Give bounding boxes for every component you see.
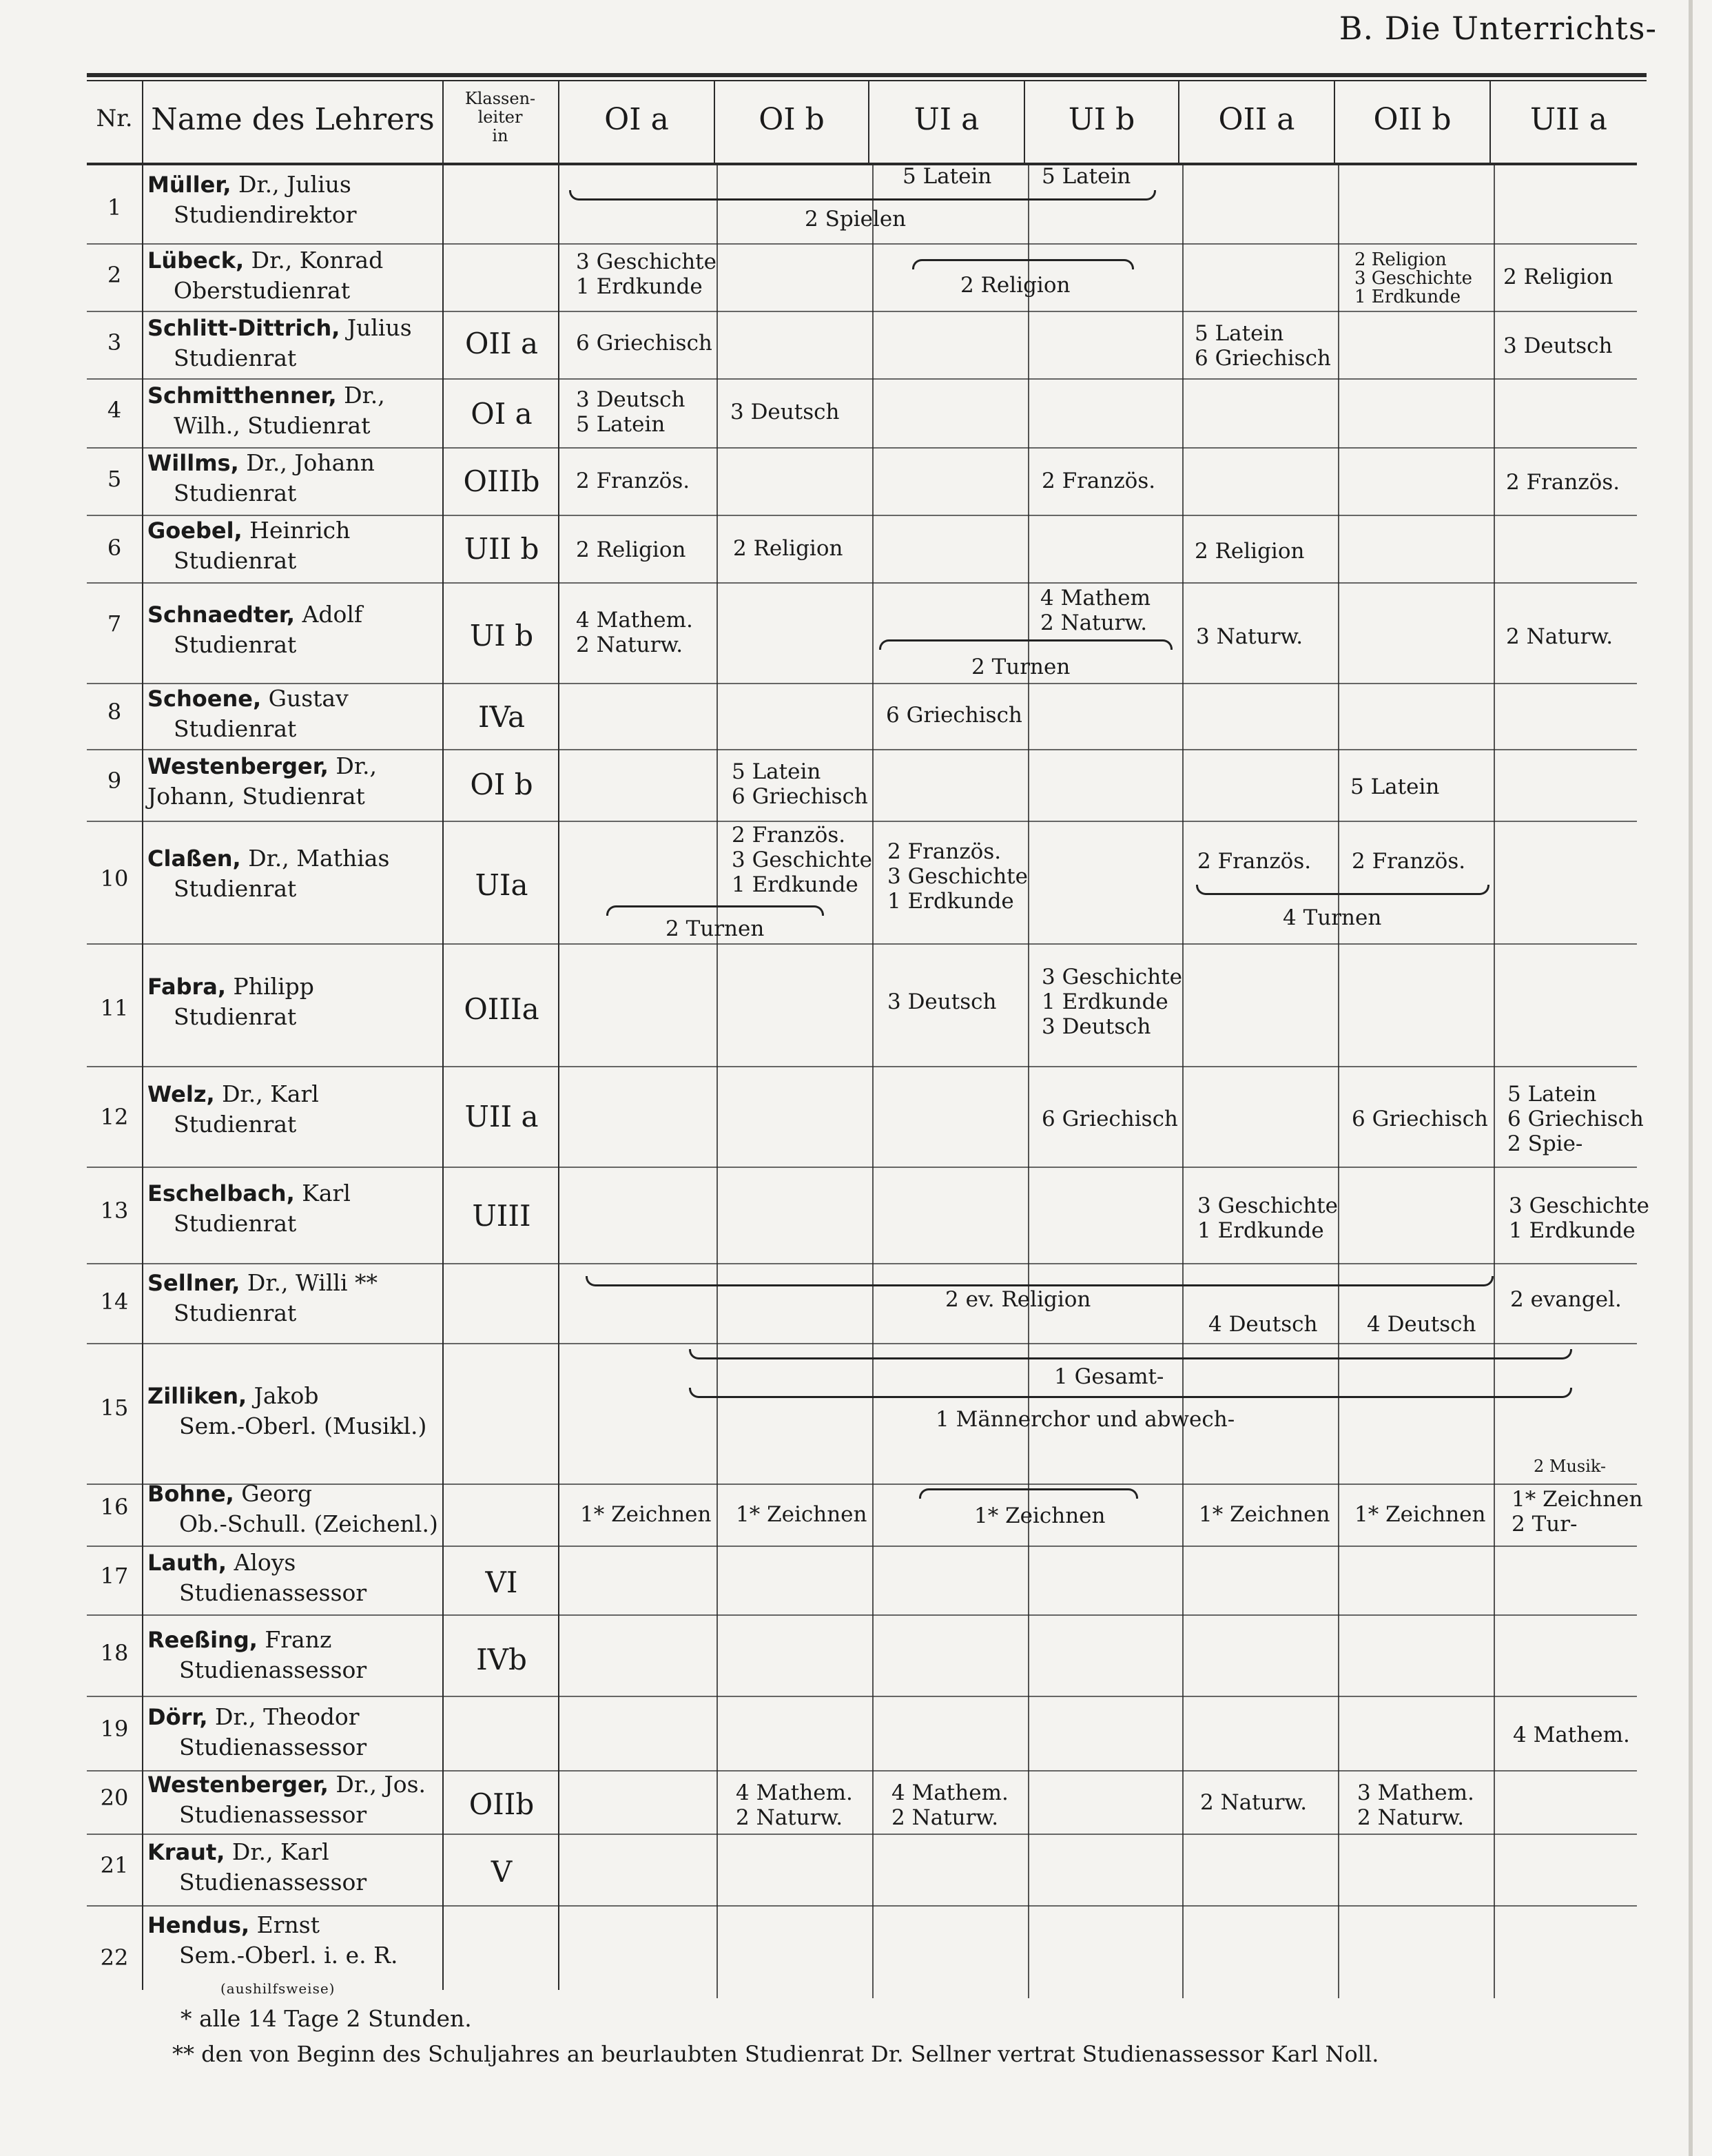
teacher-rank: Studienrat (174, 875, 297, 902)
cell-r16-span: 1* Zeichnen (974, 1503, 1106, 1528)
cell-r20-oiia: 2 Naturw. (1200, 1790, 1308, 1815)
cell-r11-uib: 3 Geschichte 1 Erdkunde 3 Deutsch (1042, 965, 1182, 1039)
span-brace (912, 259, 1134, 269)
row-number: 21 (100, 1852, 129, 1878)
cell-r20-uia: 4 Mathem. 2 Naturw. (891, 1780, 1009, 1830)
teacher-name (147, 1910, 398, 2004)
col-line (872, 165, 874, 1998)
cell-r10-span2: 4 Turnen (1283, 905, 1382, 930)
kl-line: leiter (477, 107, 523, 127)
cell-r12-oiib: 6 Griechisch (1352, 1107, 1488, 1131)
span-brace (879, 639, 1173, 650)
cell-r16-uiia: 1* Zeichnen 2 Tur- (1512, 1487, 1643, 1537)
teacher-name (147, 1837, 367, 1898)
cell-r6-oiia: 2 Religion (1195, 539, 1305, 564)
cell-r13-oiia: 3 Geschichte 1 Erdkunde (1197, 1193, 1338, 1243)
cell-r15-uiia: 2 Musik- (1534, 1457, 1607, 1476)
kl-line: Klassen- (464, 89, 536, 108)
teacher-title: Philipp (226, 973, 314, 1000)
teacher-rank: Studienrat (174, 480, 297, 506)
klassenleiter: UII b (464, 532, 539, 566)
header-class: OII a (1218, 102, 1295, 137)
span-brace (586, 1276, 1494, 1286)
header-nr: Nr. (96, 105, 133, 132)
cell-r7-span: 2 Turnen (971, 655, 1071, 679)
teacher-name (147, 1268, 378, 1328)
cell-r7-oiia: 3 Naturw. (1196, 624, 1303, 649)
cell-r3-uiia: 3 Deutsch (1503, 333, 1613, 358)
teacher-rank: Studienrat (174, 1300, 297, 1326)
cell-r3-oiia: 5 Latein 6 Griechisch (1195, 321, 1331, 371)
teacher-name (147, 448, 375, 509)
row-line (87, 243, 1637, 245)
header-rule (87, 163, 1637, 165)
row-number: 19 (100, 1716, 129, 1742)
teacher-rank: Oberstudienrat (174, 277, 351, 304)
col-line (716, 165, 718, 1998)
cell-r2-oia: 3 Geschichte 1 Erdkunde (576, 249, 716, 299)
row-line (87, 1696, 1637, 1697)
cell-r4-oia: 3 Deutsch 5 Latein (576, 387, 685, 437)
header-class: OI b (759, 102, 825, 137)
klassenleiter: OIIb (468, 1787, 535, 1821)
row-number: 20 (100, 1785, 129, 1811)
teacher-rank: Studienassessor (179, 1734, 367, 1760)
teacher-rank: Studienrat (174, 631, 297, 658)
teacher-rank: Ob.-Schull. (Zeichenl.) (179, 1510, 438, 1537)
teacher-title: Dr., Julius (231, 171, 351, 198)
teacher-surname: Willms, (147, 450, 239, 476)
cell-r12-uiia: 5 Latein 6 Griechisch 2 Spie- (1507, 1082, 1644, 1156)
klassenleiter: OIIIa (464, 992, 539, 1026)
cell-r5-uib: 2 Französ. (1042, 469, 1156, 493)
cell-r20-oiib: 3 Mathem. 2 Naturw. (1357, 1780, 1474, 1830)
teacher-name (147, 843, 389, 904)
teacher-name (147, 1079, 319, 1140)
teacher-rank: Studienrat (174, 345, 297, 371)
row-line (87, 1066, 1637, 1067)
header-class: OII b (1373, 102, 1452, 137)
col-line (558, 81, 559, 1990)
teacher-name (147, 1769, 426, 1830)
header-name: Name des Lehrers (151, 102, 435, 137)
span-brace (569, 190, 1156, 201)
teacher-name (147, 515, 350, 576)
cell-r4-oib: 3 Deutsch (730, 400, 840, 424)
span-brace (919, 1488, 1138, 1499)
cell-r12-uib: 6 Griechisch (1042, 1107, 1178, 1131)
teacher-surname: Müller, (147, 172, 231, 198)
footnote: * alle 14 Tage 2 Stunden. (181, 2005, 472, 2032)
teacher-surname: Reeßing, (147, 1627, 258, 1653)
klassenleiter: UI b (469, 619, 534, 653)
cell-r15-span2: 1 Männerchor und abwech- (936, 1407, 1235, 1432)
teacher-name (147, 751, 377, 812)
cell-r6-oib: 2 Religion (733, 536, 843, 561)
teacher-name (147, 380, 385, 441)
cell-r14-span: 2 ev. Religion (945, 1287, 1091, 1312)
row-line (87, 1905, 1637, 1907)
teacher-name (147, 170, 356, 230)
teacher-rank: Studienrat (174, 547, 297, 574)
cell-r1-uib: 5 Latein (1042, 164, 1131, 189)
teacher-title: Dr., Karl (225, 1838, 329, 1865)
klassenleiter: OI a (471, 397, 533, 431)
cell-r11-uia: 3 Deutsch (887, 989, 997, 1014)
row-number: 9 (107, 768, 122, 794)
row-number: 13 (100, 1198, 129, 1224)
teacher-title: Heinrich (242, 517, 351, 544)
teacher-name (147, 1625, 367, 1685)
cell-r10-oib: 2 Französ. 3 Geschichte 1 Erdkunde (732, 823, 872, 897)
teacher-rank: Studienrat (174, 1003, 297, 1030)
teacher-surname: Dörr, (147, 1704, 208, 1730)
col-line (442, 81, 444, 1990)
teacher-surname: Eschelbach, (147, 1180, 295, 1207)
teacher-surname: Schlitt-Dittrich, (147, 315, 340, 341)
teacher-title: Dr., Karl (214, 1080, 319, 1107)
row-line (87, 821, 1637, 822)
klassenleiter: UIII (472, 1199, 531, 1233)
teacher-surname: Fabra, (147, 974, 227, 1000)
teacher-surname: Claßen, (147, 845, 241, 872)
row-number: 10 (100, 865, 129, 892)
top-rule (87, 73, 1647, 77)
cell-r2-span: 2 Religion (960, 273, 1071, 298)
row-line (87, 1614, 1637, 1616)
row-number: 5 (107, 466, 122, 492)
row-line (87, 1343, 1637, 1344)
teacher-title: Ernst (249, 1911, 320, 1938)
teacher-title: Jakob (247, 1382, 319, 1409)
cell-r7-uib: 4 Mathem 2 Naturw. (1040, 586, 1151, 635)
cell-r15-span1: 1 Gesamt- (1054, 1364, 1164, 1389)
row-number: 7 (107, 610, 122, 637)
header-class: OI a (604, 102, 669, 137)
col-line (1028, 165, 1029, 1998)
cell-r7-uiia: 2 Naturw. (1506, 624, 1613, 649)
header-class: UI a (914, 102, 980, 137)
row-number: 18 (100, 1640, 129, 1666)
teacher-title: Georg (234, 1480, 312, 1507)
klassenleiter: UIa (475, 868, 528, 902)
row-number: 12 (100, 1104, 129, 1130)
cell-r14-oiib: 4 Deutsch (1367, 1312, 1476, 1337)
teacher-surname: Schmitthenner, (147, 382, 337, 409)
teacher-title: Dr., (328, 752, 377, 779)
teacher-surname: Westenberger, (147, 753, 329, 779)
cell-r9-oiib: 5 Latein (1350, 774, 1440, 799)
teacher-rank: Wilh., Studienrat (174, 412, 371, 439)
cell-r20-oib: 4 Mathem. 2 Naturw. (736, 1780, 853, 1830)
row-number: 11 (100, 995, 129, 1021)
span-brace (606, 905, 824, 916)
teacher-rank: Sem.-Oberl. (Musikl.) (179, 1413, 427, 1439)
teacher-title: Dr., Jos. (328, 1771, 426, 1798)
cell-r2-uiia: 2 Religion (1503, 265, 1613, 289)
teacher-title: Julius (340, 314, 412, 341)
col-line (1182, 165, 1184, 1998)
header-class: UI b (1068, 102, 1135, 137)
cell-r6-oia: 2 Religion (576, 537, 686, 562)
teacher-name (147, 599, 362, 660)
row-number: 2 (107, 262, 122, 288)
teacher-name (147, 1702, 367, 1763)
cell-r16-oib: 1* Zeichnen (736, 1502, 867, 1527)
row-number: 3 (107, 329, 122, 356)
row-number: 16 (100, 1494, 129, 1520)
cell-r5-oia: 2 Französ. (576, 469, 690, 493)
teacher-title: Aloys (227, 1549, 296, 1576)
header-class: UII a (1529, 102, 1608, 137)
col-line (1494, 165, 1495, 1998)
teacher-note: (aushilfsweise) (220, 1980, 336, 1997)
row-number: 4 (107, 397, 122, 423)
cell-r3-oia: 6 Griechisch (576, 331, 712, 356)
teacher-surname: Welz, (147, 1081, 215, 1107)
span-brace (689, 1349, 1572, 1359)
teacher-surname: Sellner, (147, 1270, 240, 1296)
top-rule-thin (87, 80, 1647, 81)
teacher-rank: Studienassessor (179, 1801, 367, 1828)
teacher-rank: Studienrat (174, 1111, 297, 1138)
teacher-title: Dr., Johann (238, 449, 375, 476)
row-line (87, 1167, 1637, 1168)
row-line (87, 1834, 1637, 1835)
teacher-surname: Westenberger, (147, 1772, 329, 1798)
cell-r2-oiib: 2 Religion 3 Geschichte 1 Erdkunde (1354, 249, 1473, 307)
row-line (87, 943, 1637, 945)
teacher-rank: Studienassessor (179, 1656, 367, 1683)
row-number: 14 (100, 1289, 129, 1315)
teacher-rank: Studienrat (174, 715, 297, 742)
header-klassenleiter (445, 90, 555, 145)
row-number: 1 (107, 194, 122, 220)
cell-r10-oiia: 2 Französ. (1197, 849, 1312, 874)
row-line (87, 749, 1637, 750)
klassenleiter: VI (485, 1565, 518, 1599)
col-line (1338, 165, 1339, 1998)
teacher-name (147, 1479, 438, 1539)
row-number: 6 (107, 535, 122, 561)
teacher-surname: Schnaedter, (147, 602, 296, 628)
teacher-title: Dr., Theodor (207, 1703, 360, 1730)
cell-r1-span: 2 Spielen (805, 207, 907, 232)
teacher-name (147, 1178, 351, 1239)
klassenleiter: IVa (477, 700, 526, 734)
cell-r16-oiib: 1* Zeichnen (1354, 1502, 1486, 1527)
teacher-name (147, 1548, 367, 1608)
span-brace (1196, 885, 1489, 895)
teacher-rank: Sem.-Oberl. i. e. R. (179, 1942, 398, 1969)
row-number: 15 (100, 1395, 129, 1421)
kl-line: in (492, 126, 508, 145)
teacher-surname: Zilliken, (147, 1383, 247, 1409)
row-line (87, 582, 1637, 584)
teacher-surname: Lauth, (147, 1550, 227, 1576)
teacher-name (147, 684, 349, 744)
running-head: B. Die Unterrichts- (1339, 10, 1657, 47)
teacher-name (147, 245, 383, 306)
col-line (142, 81, 143, 1990)
footnote: ** den von Beginn des Schuljahres an beurlaubten Studienrat Dr. Sellner vertrat Studienassessor Karl Noll. (172, 2041, 1379, 2067)
teacher-rank: Studienassessor (179, 1579, 367, 1606)
klassenleiter: OI b (470, 768, 533, 801)
teacher-surname: Schoene, (147, 686, 262, 712)
klassenleiter: V (491, 1855, 513, 1889)
teacher-title: Dr., Konrad (244, 247, 384, 274)
cell-r1-uia: 5 Latein (903, 164, 992, 189)
row-line (87, 1263, 1637, 1264)
span-brace (689, 1388, 1572, 1398)
teacher-surname: Bohne, (147, 1481, 234, 1507)
row-number: 17 (100, 1563, 129, 1589)
klassenleiter: OIIIb (463, 464, 540, 498)
cell-r5-uiia: 2 Französ. (1506, 470, 1620, 495)
klassenleiter: UII a (464, 1100, 539, 1133)
teacher-surname: Hendus, (147, 1912, 250, 1938)
teacher-title: Karl (294, 1180, 351, 1207)
row-line (87, 311, 1637, 312)
teacher-rank: Johann, Studienrat (147, 783, 365, 810)
row-line (87, 1546, 1637, 1547)
teacher-title: Gustav (261, 685, 349, 712)
teacher-rank: Studiendirektor (174, 201, 357, 228)
row-number: 8 (107, 699, 122, 725)
teacher-title: Franz (257, 1626, 332, 1653)
cell-r16-oia: 1* Zeichnen (580, 1502, 712, 1527)
cell-r7-oia: 4 Mathem. 2 Naturw. (576, 608, 693, 657)
page-edge (1689, 0, 1693, 2156)
teacher-title: Adolf (295, 601, 363, 628)
teacher-surname: Lübeck, (147, 247, 245, 274)
row-line (87, 378, 1637, 380)
cell-r10-oiib: 2 Französ. (1352, 849, 1466, 874)
teacher-title: Dr., (336, 382, 385, 409)
teacher-rank: Studienassessor (179, 1869, 367, 1896)
teacher-name (147, 972, 314, 1032)
klassenleiter: OII a (464, 327, 538, 360)
teacher-title: Dr., Mathias (240, 845, 390, 872)
cell-r16-oiia: 1* Zeichnen (1199, 1502, 1330, 1527)
klassenleiter: IVb (476, 1643, 527, 1676)
teacher-surname: Goebel, (147, 517, 243, 544)
teacher-name (147, 313, 412, 373)
cell-r14-oiia: 4 Deutsch (1208, 1312, 1318, 1337)
teacher-surname: Kraut, (147, 1839, 225, 1865)
cell-r8-uia: 6 Griechisch (886, 703, 1022, 728)
teacher-title: Dr., Willi ** (240, 1269, 378, 1296)
cell-r13-uiia: 3 Geschichte 1 Erdkunde (1509, 1193, 1649, 1243)
cell-r14-uiia: 2 evangel. (1510, 1287, 1622, 1312)
cell-r10-span1: 2 Turnen (666, 916, 765, 941)
teacher-name (147, 1381, 426, 1441)
cell-r9-oib: 5 Latein 6 Griechisch (732, 759, 868, 809)
cell-r19-uiia: 4 Mathem. (1513, 1723, 1630, 1747)
cell-r10-uia: 2 Französ. 3 Geschichte 1 Erdkunde (887, 839, 1028, 914)
teacher-rank: Studienrat (174, 1210, 297, 1237)
row-number: 22 (100, 1944, 129, 1971)
